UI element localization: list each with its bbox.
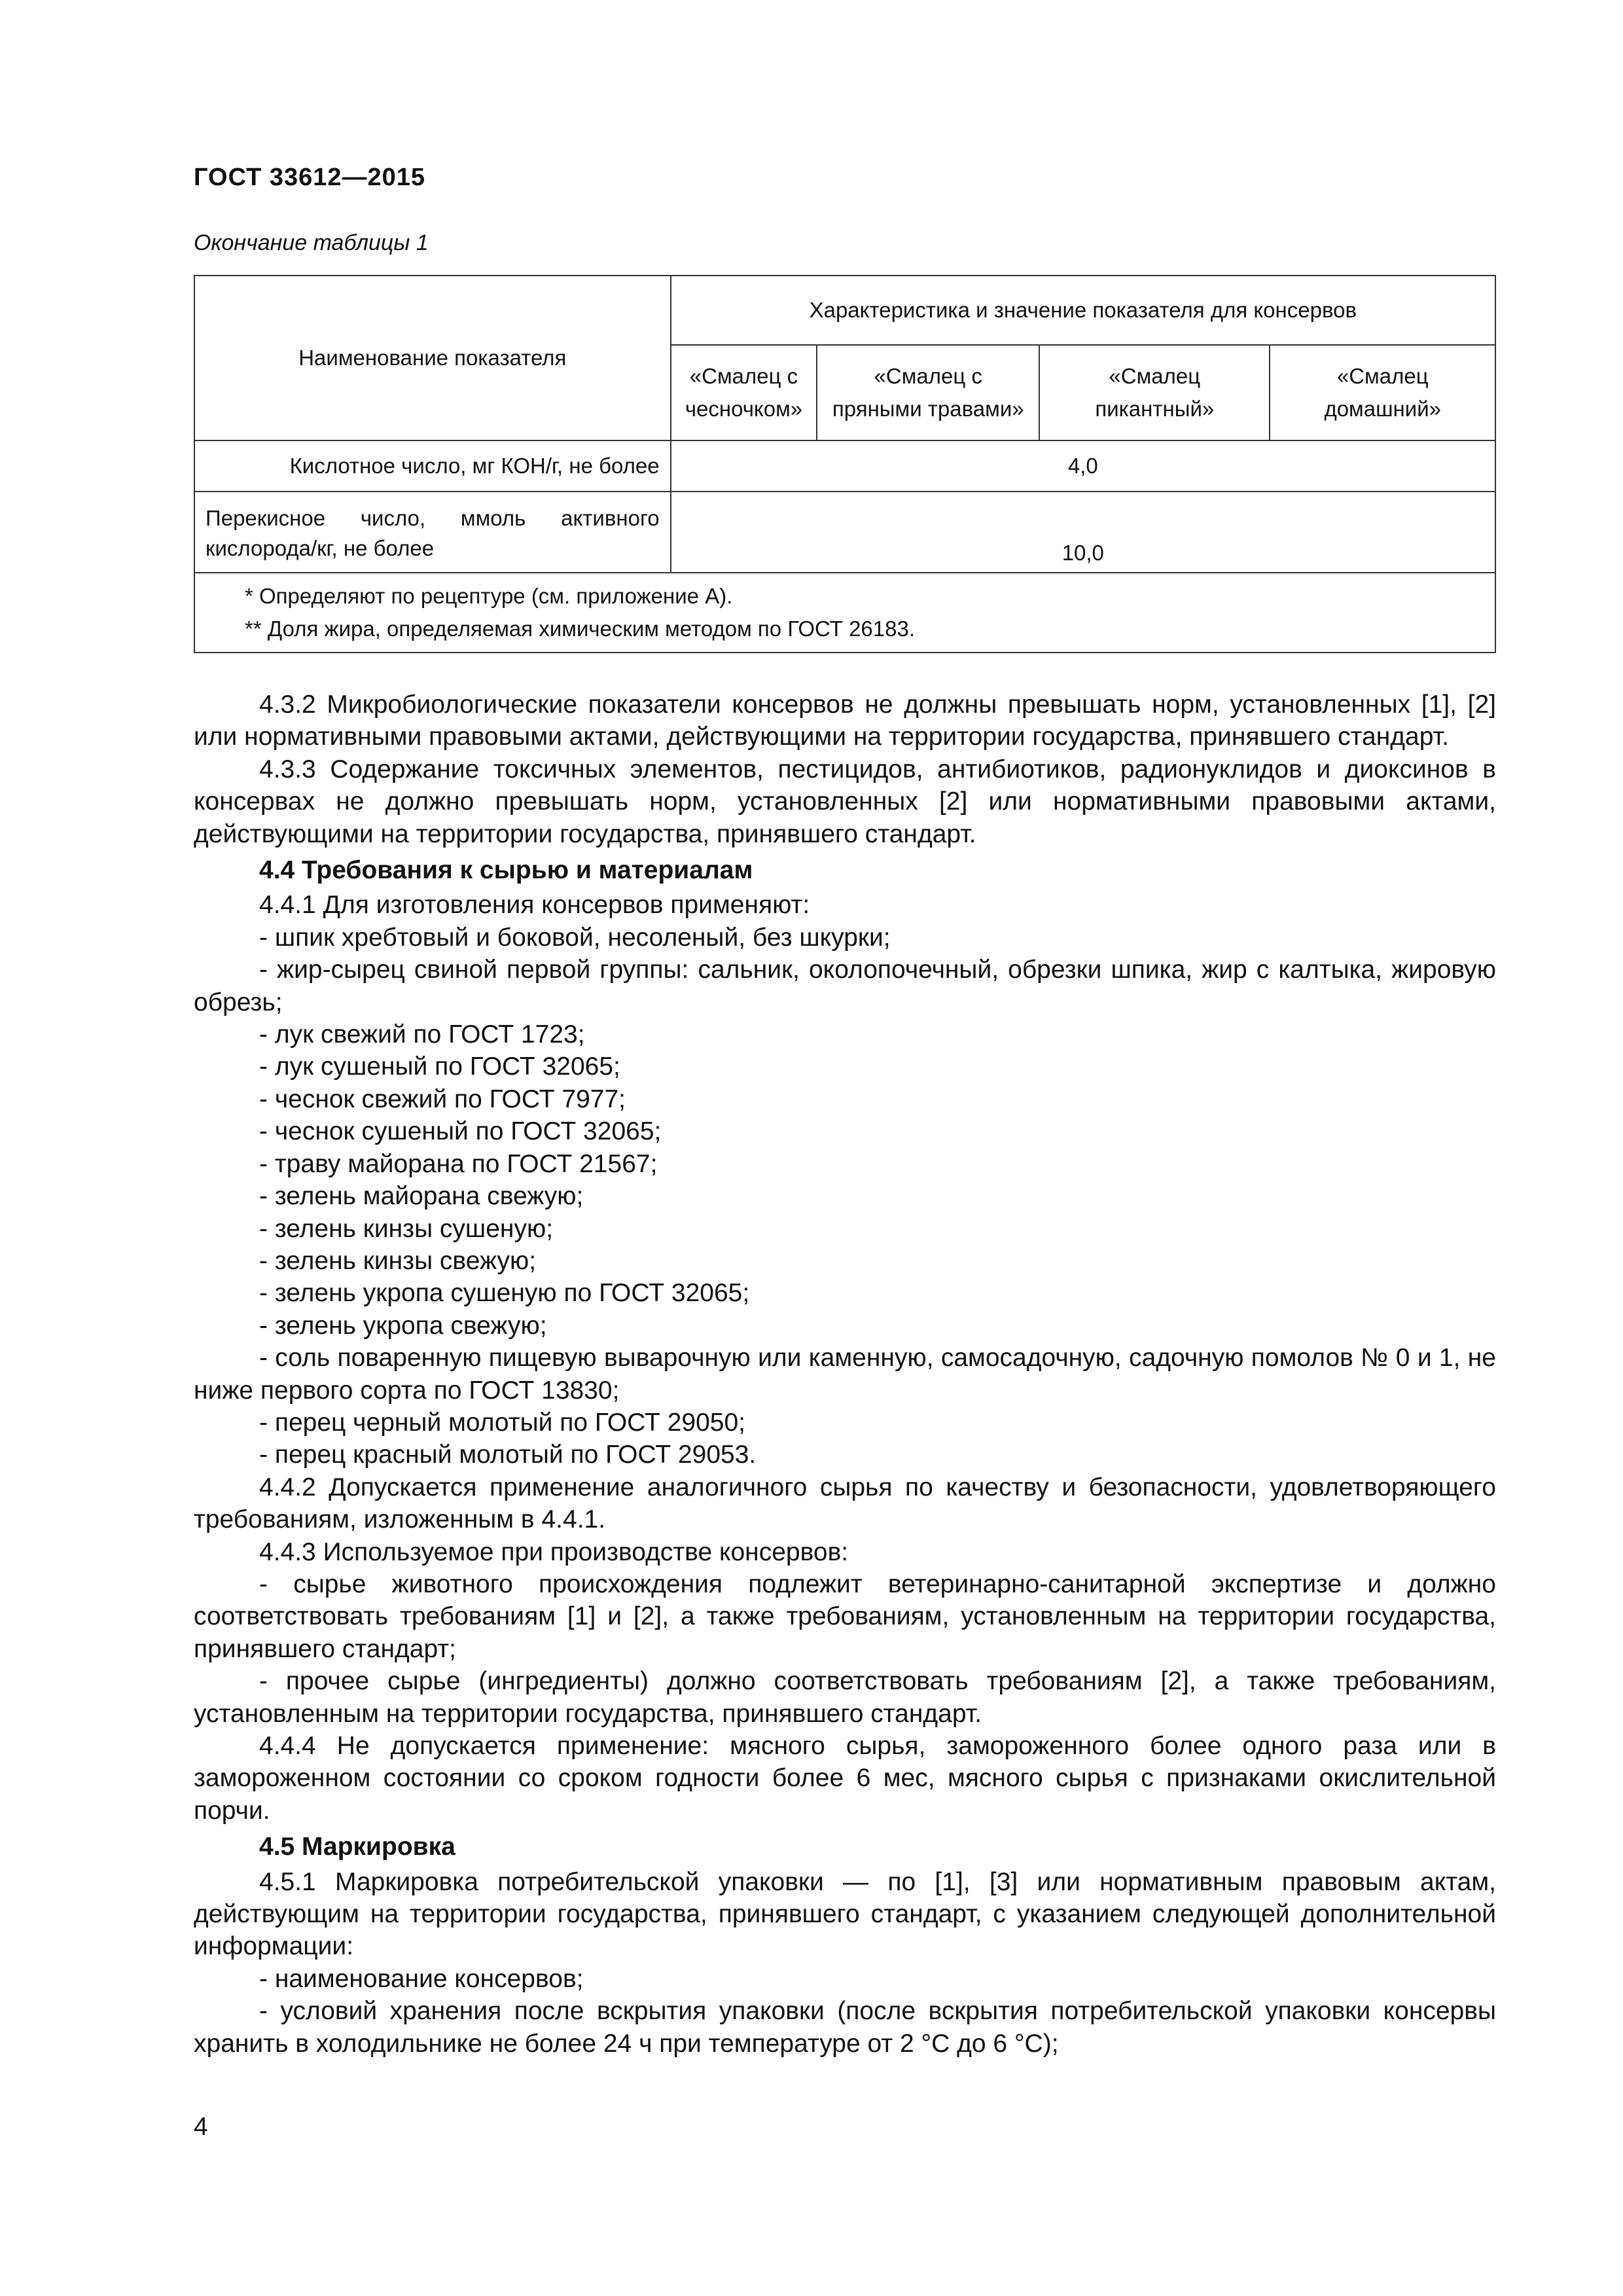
row-name: Кислотное число, мг КОН/г, не более [194,440,671,492]
paragraph: - соль поваренную пищевую выварочную или каменную, самосадочную, садочную помолов № 0 и 1, не ниже первого сорта по ГОСТ 13830; [194,1344,1496,1405]
paragraph: - условий хранения после вскрытия упаковки (после вскрытия потребительской упаковки консервы хранить в холодильнике не более 24 ч при температуре от 2 °С до 6 °С); [194,1997,1496,2058]
row-name: Перекисное число, ммоль активного кислорода/кг, не более [194,492,671,573]
paragraph: - сырье животного происхождения подлежит ветеринарно-санитарной экспертизе и должно соответствовать требованиям [1] и [2], а также требованиям, установленным на территории государства, принявшего стандарт; [194,1570,1496,1663]
row-value: 10,0 [671,492,1495,573]
page-number: 4 [194,2113,208,2141]
paragraph: - чеснок сушеный по ГОСТ 32065; [259,1117,662,1146]
table-row [194,440,1495,492]
subheader-spicy: «Смалец пикантный» [1039,345,1270,440]
paragraph: - шпик хребтовый и боковой, несоленый, без шкурки; [259,923,891,952]
note-1: * Определяют по рецептуре (см. приложение А). [245,584,733,608]
table-notes [194,573,1495,653]
subheader-garlic: «Смалец с чесночком» [671,345,817,440]
column-group-header: Характеристика и значение показателя для консервов [671,276,1495,345]
column-header-name: Наименование показателя [194,276,671,440]
paragraph: - зелень кинзы сушеную; [259,1214,554,1243]
paragraph: - перец черный молотый по ГОСТ 29050; [259,1408,745,1437]
table-caption: Окончание таблицы 1 [194,230,429,255]
paragraph: - лук сушеный по ГОСТ 32065; [259,1052,620,1081]
paragraph: 4.4.1 Для изготовления консервов применяют: [259,891,810,920]
row-value: 4,0 [671,440,1495,492]
paragraph: 4.5.1 Маркировка потребительской упаковки — по [1], [3] или нормативным правовым актам, действующим на территории государства, принявшего стандарт, с указанием следующей дополнительной информации: [194,1867,1496,1961]
subheader-herbs: «Смалец с пряными травами» [817,345,1039,440]
paragraph: - зелень укропа сушеную по ГОСТ 32065; [259,1279,750,1308]
paragraph: 4.4.2 Допускается применение аналогичного сырья по качеству и безопасности, удовлетворяющего требованиям, изложенным в 4.4.1. [194,1473,1496,1534]
section-heading: 4.5 Маркировка [259,1833,455,1861]
paragraph: - перец красный молотый по ГОСТ 29053. [259,1441,757,1469]
note-2: ** Доля жира, определяемая химическим методом по ГОСТ 26183. [245,617,915,641]
document-body [194,689,1496,2060]
section-heading: 4.4 Требования к сырью и материалам [259,856,753,885]
paragraph: 4.4.3 Используемое при производстве консервов: [259,1537,849,1566]
paragraph: 4.3.2 Микробиологические показатели консервов не должны превышать норм, установленных [1], [2] или нормативными правовыми актами, действующими на территории государства, принявшего стандарт. [194,691,1496,751]
paragraph: - зелень кинзы свежую; [259,1246,537,1275]
table-row [194,492,1495,573]
paragraph: 4.3.3 Содержание токсичных элементов, пестицидов, антибиотиков, радионуклидов и диоксинов в консервах не должно превышать норм, установленных [2] или нормативными правовыми актами, действующими на территории государства, принявшего стандарт. [194,755,1496,848]
table-notes-row [194,573,1495,653]
paragraph: - наименование консервов; [259,1964,584,1993]
paragraph: - прочее сырье (ингредиенты) должно соответствовать требованиям [2], а также требованиям, установленным на территории государства, принявшего стандарт. [194,1667,1496,1728]
subheader-homemade: «Смалец домашний» [1270,345,1495,440]
paragraph: - зелень майорана свежую; [259,1182,584,1211]
document-header: ГОСТ 33612—2015 [194,164,426,191]
paragraph: - траву майорана по ГОСТ 21567; [259,1149,658,1178]
paragraph: - лук свежий по ГОСТ 1723; [259,1020,585,1049]
paragraph: - жир-сырец свиной первой группы: сальник, околопочечный, обрезки шпика, жир с калтыка, жировую обрезь; [194,956,1496,1016]
paragraph: - зелень укропа свежую; [259,1311,547,1340]
properties-table [194,275,1496,653]
paragraph: 4.4.4 Не допускается применение: мясного сырья, замороженного более одного раза или в замороженном состоянии со сроком годности более 6 мес, мясного сырья с признаками окислительной порчи. [194,1732,1496,1825]
paragraph: - чеснок свежий по ГОСТ 7977; [259,1085,626,1113]
